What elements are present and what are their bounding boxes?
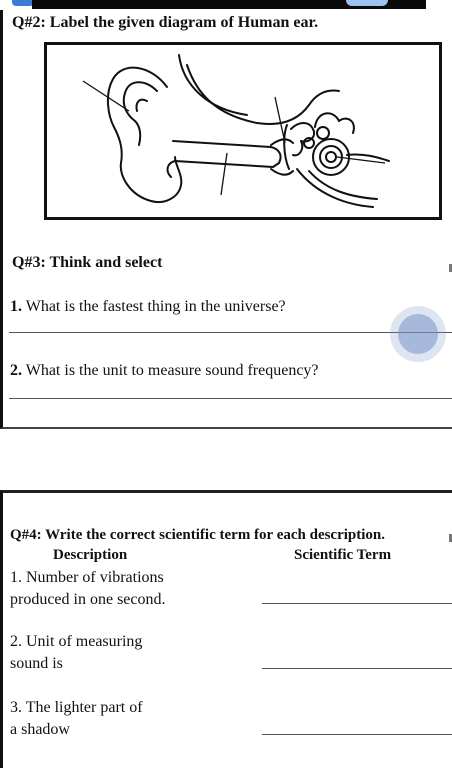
q4-description-2 bbox=[10, 631, 210, 675]
q3-heading: Q#3: Think and select bbox=[12, 254, 163, 271]
ear-diagram bbox=[44, 42, 442, 220]
q3-question-2-text: What is the unit to measure sound frequency? bbox=[25, 362, 319, 379]
q4-description-1-line1: 1. Number of vibrations bbox=[10, 569, 164, 586]
worksheet-panel-q4 bbox=[0, 490, 452, 768]
q4-description-1-line2: produced in one second. bbox=[10, 591, 166, 608]
column-header-scientific-term: Scientific Term bbox=[294, 547, 392, 563]
q4-answer-line-2[interactable] bbox=[262, 668, 452, 669]
q3-question-1-text: What is the fastest thing in the universe? bbox=[25, 298, 286, 315]
q4-heading: Q#4: Write the correct scientific term for each description. bbox=[10, 527, 386, 543]
q4-description-2-line1: 2. Unit of measuring bbox=[10, 633, 143, 650]
q4-description-3-line1: 3. The lighter part of bbox=[10, 699, 143, 716]
q4-description-3 bbox=[10, 697, 210, 741]
app-icon[interactable] bbox=[12, 0, 34, 6]
q3-answer-line-2[interactable] bbox=[9, 398, 452, 399]
q3-answer-line-1[interactable] bbox=[9, 332, 452, 333]
top-toolbar-strip bbox=[0, 0, 452, 10]
toolbar-highlight bbox=[346, 0, 388, 6]
q4-description-2-line2: sound is bbox=[10, 655, 63, 672]
worksheet-panel-q2-q3 bbox=[0, 10, 452, 429]
q3-question-2-number: 2. bbox=[10, 362, 22, 379]
q4-description-3-line2: a shadow bbox=[10, 721, 70, 738]
q3-question-1-number: 1. bbox=[10, 298, 22, 315]
q4-answer-line-1[interactable] bbox=[262, 603, 452, 604]
touch-indicator bbox=[390, 306, 446, 362]
q3-question-1 bbox=[10, 298, 286, 316]
q2-heading: Q#2: Label the given diagram of Human ear. bbox=[12, 14, 319, 31]
q4-description-1 bbox=[10, 567, 210, 611]
q3-question-2 bbox=[10, 362, 319, 380]
q4-answer-line-3[interactable] bbox=[262, 734, 452, 735]
ear-illustration bbox=[47, 45, 439, 217]
touch-indicator-core bbox=[398, 314, 438, 354]
column-header-description: Description bbox=[53, 547, 128, 563]
